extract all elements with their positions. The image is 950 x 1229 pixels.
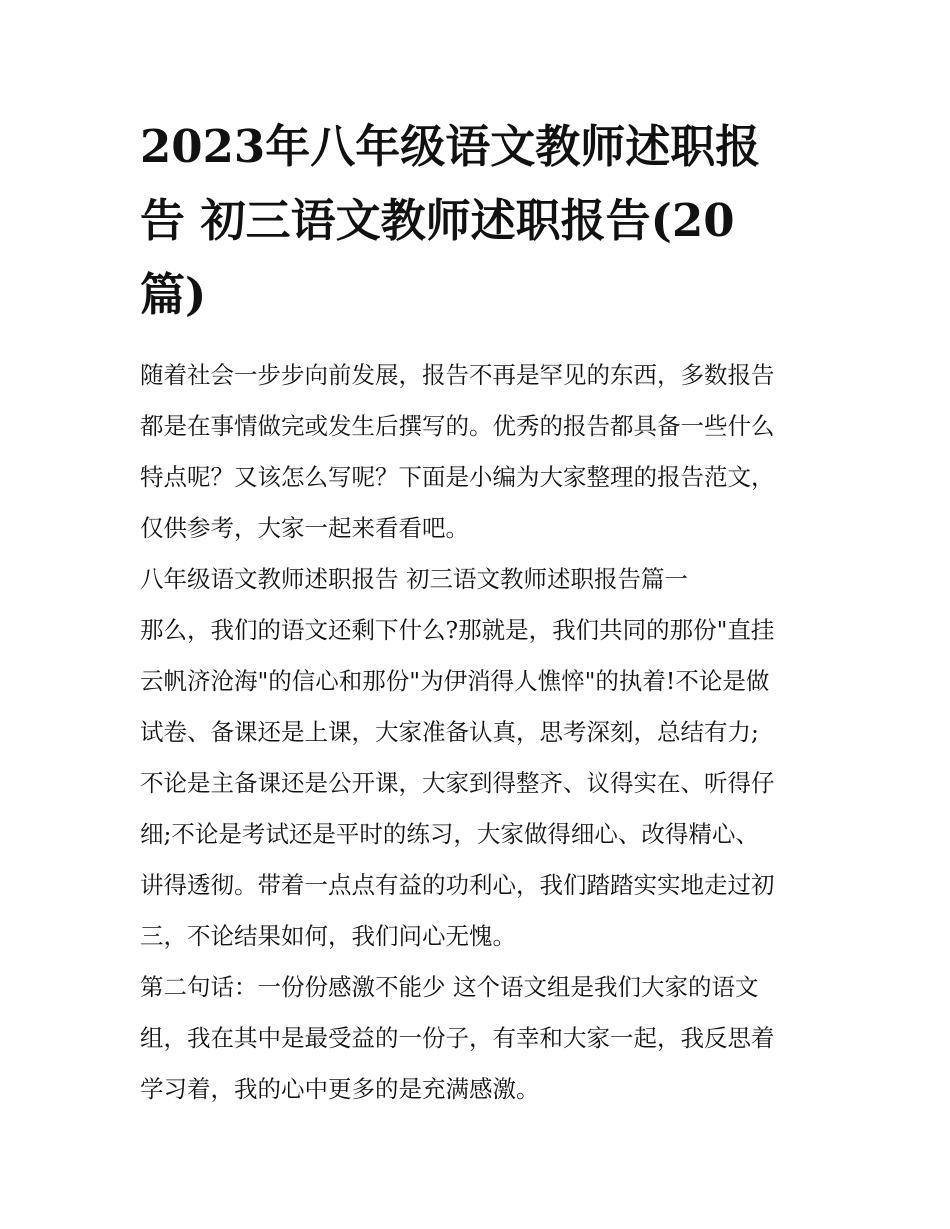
text-line: 云帆济沧海"的信心和那份"为伊消得人憔悴"的执着!不论是做 (140, 667, 770, 695)
title-line: 告 初三语文教师述职报告(20 (140, 194, 735, 247)
text-line: 八年级语文教师述职报告 初三语文教师述职报告篇一 (140, 565, 688, 593)
intro-paragraph (140, 350, 820, 554)
text-line: 三，不论结果如何，我们问心无愧。 (140, 922, 516, 950)
body-paragraph (140, 605, 820, 962)
text-line: 学习着，我的心中更多的是充满感激。 (140, 1075, 540, 1103)
section-heading (140, 554, 820, 605)
document-page (140, 110, 820, 1115)
text-line: 细;不论是考试还是平时的练习，大家做得细心、改得精心、 (140, 820, 759, 848)
text-line: 第二句话：一份份感激不能少 这个语文组是我们大家的语文 (140, 973, 759, 1001)
text-line: 随着社会一步步向前发展，报告不再是罕见的东西，多数报告 (140, 361, 775, 389)
text-line: 讲得透彻。带着一点点有益的功利心，我们踏踏实实地走过初 (140, 871, 775, 899)
text-line: 仅供参考，大家一起来看看吧。 (140, 514, 469, 542)
document-body (140, 350, 820, 1115)
text-line: 特点呢？又该怎么写呢？下面是小编为大家整理的报告范文， (140, 463, 775, 491)
document-title (140, 110, 820, 332)
title-line: 篇) (140, 268, 207, 321)
text-line: 不论是主备课还是公开课，大家到得整齐、议得实在、听得仔 (140, 769, 775, 797)
text-line: 那么，我们的语文还剩下什么?那就是，我们共同的那份"直挂 (140, 616, 775, 644)
text-line: 组，我在其中是最受益的一份子，有幸和大家一起，我反思着 (140, 1024, 775, 1052)
text-line: 试卷、备课还是上课，大家准备认真，思考深刻，总结有力; (140, 718, 759, 746)
text-line: 都是在事情做完或发生后撰写的。优秀的报告都具备一些什么 (140, 412, 775, 440)
title-line: 2023年八年级语文教师述职报 (140, 120, 761, 173)
body-paragraph (140, 962, 820, 1115)
